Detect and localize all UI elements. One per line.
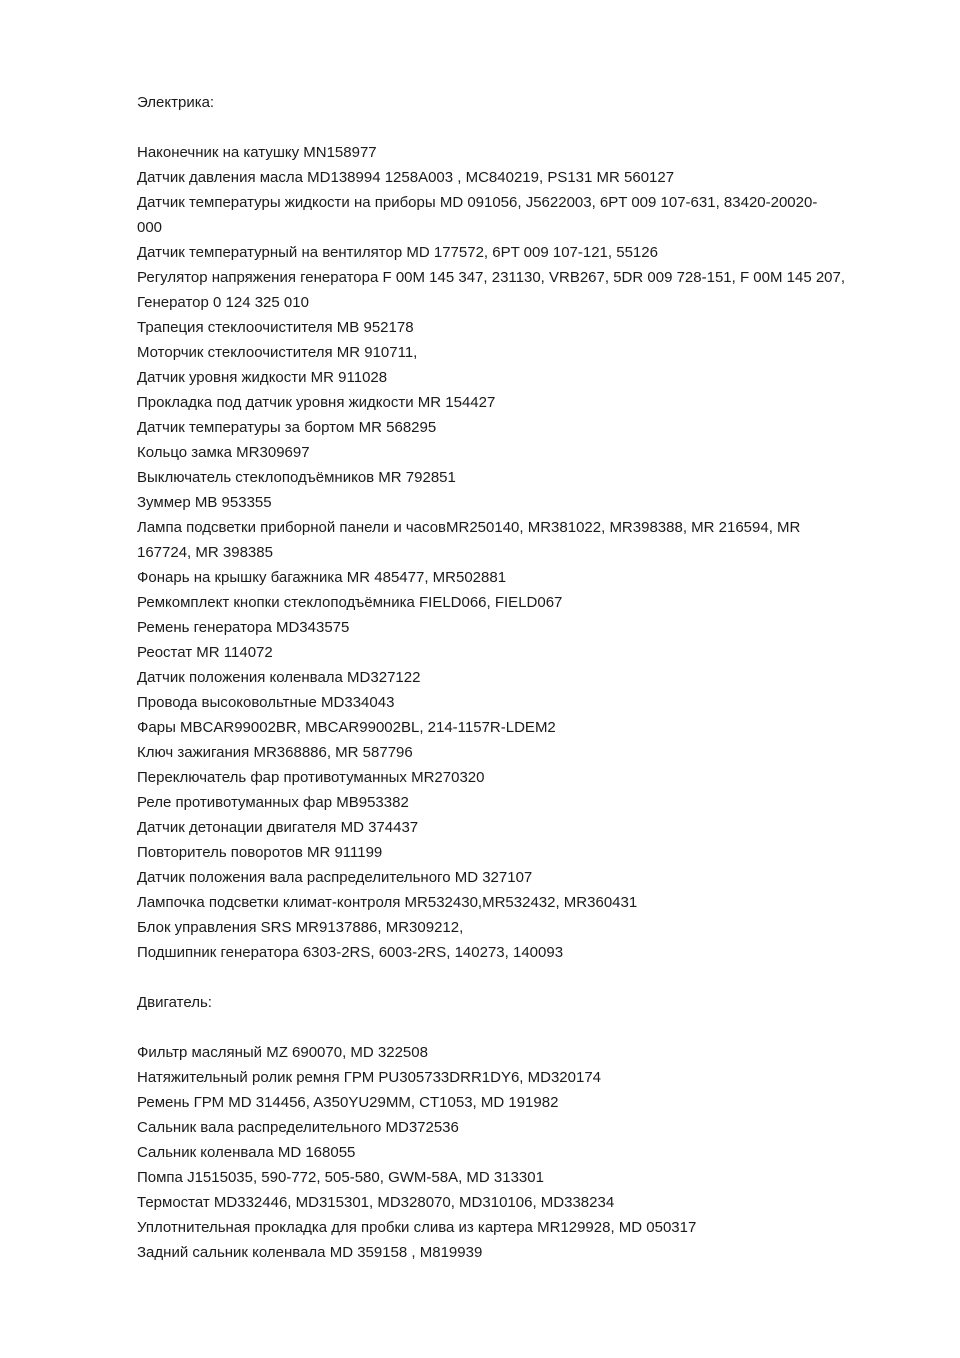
part-line: Реостат MR 114072 xyxy=(137,644,273,661)
part-line: Регулятор напряжения генератора F 00M 145 347, 231130, VRB267, 5DR 009 728-151, F 00M 145 207, xyxy=(137,269,846,286)
part-line: Наконечник на катушку MN158977 xyxy=(137,144,377,161)
part-line: Повторитель поворотов MR 911199 xyxy=(137,844,383,861)
spacer xyxy=(137,965,917,990)
part-line: Реле противотуманных фар MB953382 xyxy=(137,794,409,811)
part-line: Переключатель фар противотуманных MR270320 xyxy=(137,769,485,786)
part-line: Лампа подсветки приборной панели и часовMR250140, MR381022, MR398388, MR 216594, MR xyxy=(137,519,801,536)
part-line: Датчик температурный на вентилятор MD 177572, 6PT 009 107-121, 55126 xyxy=(137,244,658,261)
part-line: Уплотнительная прокладка для пробки слива из картера MR129928, MD 050317 xyxy=(137,1219,697,1236)
part-line: Фильтр масляный MZ 690070, MD 322508 xyxy=(137,1044,428,1061)
part-line: Датчик уровня жидкости MR 911028 xyxy=(137,369,388,386)
part-line: Сальник коленвала MD 168055 xyxy=(137,1144,356,1161)
part-line: Датчик температуры жидкости на приборы MD 091056, J5622003, 6PT 009 107-631, 83420-20020- xyxy=(137,194,818,211)
section-heading: Двигатель: xyxy=(137,994,212,1011)
part-line: Зуммер MB 953355 xyxy=(137,494,272,511)
part-line: 167724, MR 398385 xyxy=(137,544,273,561)
part-line: Трапеция стеклоочистителя MB 952178 xyxy=(137,319,414,336)
part-line: Подшипник генератора 6303-2RS, 6003-2RS, 140273, 140093 xyxy=(137,944,564,961)
section xyxy=(137,90,917,990)
spacer xyxy=(137,1015,917,1040)
part-line: Датчик детонации двигателя MD 374437 xyxy=(137,819,419,836)
part-line: Прокладка под датчик уровня жидкости MR 154427 xyxy=(137,394,496,411)
part-line: Датчик положения коленвала MD327122 xyxy=(137,669,421,686)
part-line: Помпа J1515035, 590-772, 505-580, GWM-58A, MD 313301 xyxy=(137,1169,544,1186)
part-line: Натяжительный ролик ремня ГРМ PU305733DRR1DY6, MD320174 xyxy=(137,1069,602,1086)
part-line: Задний сальник коленвала MD 359158 , M819939 xyxy=(137,1244,483,1261)
part-line: Генератор 0 124 325 010 xyxy=(137,294,309,311)
part-line: Блок управления SRS MR9137886, MR309212, xyxy=(137,919,464,936)
section xyxy=(137,990,917,1265)
part-line: Датчик давления масла MD138994 1258A003 , MC840219, PS131 MR 560127 xyxy=(137,169,675,186)
part-line: Ремень генератора MD343575 xyxy=(137,619,350,636)
part-line: Ремкомплект кнопки стеклоподъёмника FIELD066, FIELD067 xyxy=(137,594,563,611)
part-line: Датчик температуры за бортом MR 568295 xyxy=(137,419,437,436)
part-line: Ремень ГРМ MD 314456, A350YU29MM, CT1053, MD 191982 xyxy=(137,1094,559,1111)
section-heading: Электрика: xyxy=(137,94,215,111)
part-line: Термостат MD332446, MD315301, MD328070, MD310106, MD338234 xyxy=(137,1194,615,1211)
part-line: Сальник вала распределительного MD372536 xyxy=(137,1119,459,1136)
part-line: Провода высоковольтные MD334043 xyxy=(137,694,395,711)
part-line: Ключ зажигания MR368886, MR 587796 xyxy=(137,744,413,761)
part-line: Выключатель стеклоподъёмников MR 792851 xyxy=(137,469,456,486)
part-line: Моторчик стеклоочистителя MR 910711, xyxy=(137,344,418,361)
spacer xyxy=(137,115,917,140)
part-line: 000 xyxy=(137,219,163,236)
part-line: Лампочка подсветки климат-контроля MR532430,MR532432, MR360431 xyxy=(137,894,638,911)
part-line: Датчик положения вала распределительного MD 327107 xyxy=(137,869,533,886)
part-line: Фары MBCAR99002BR, MBCAR99002BL, 214-1157R-LDEM2 xyxy=(137,719,556,736)
document-page xyxy=(137,90,917,1265)
part-line: Фонарь на крышку багажника MR 485477, MR502881 xyxy=(137,569,507,586)
part-line: Кольцо замка MR309697 xyxy=(137,444,310,461)
